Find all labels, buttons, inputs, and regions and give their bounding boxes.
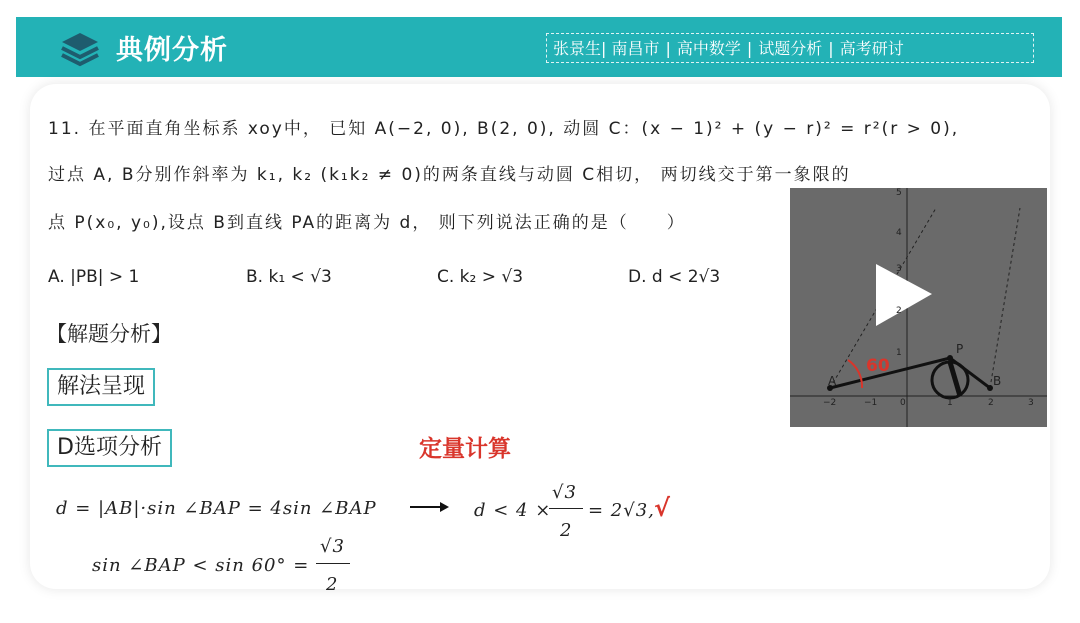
problem-line-3: 点 P(x₀, y₀),设点 B到直线 PA的距离为 d， 则下列说法正确的是（ ） — [48, 213, 686, 233]
x-tick: −1 — [864, 398, 878, 408]
option-b: B. k₁ < √3 — [246, 267, 332, 287]
x-tick: 0 — [900, 398, 906, 408]
header-bar — [16, 17, 1062, 77]
check-mark-icon: √ — [654, 494, 671, 522]
point-a-label: A — [828, 374, 837, 388]
y-tick: 1 — [896, 348, 902, 358]
x-tick: −2 — [823, 398, 837, 408]
option-d: D. d < 2√3 — [628, 267, 721, 287]
formula-sine: sin ∠BAP < sin 60° = — [92, 555, 310, 576]
formula-bound-right: = 2√3, — [588, 500, 655, 521]
video-player[interactable] — [790, 188, 1047, 427]
tag-subject: 高中数学 — [676, 39, 741, 58]
layers-icon — [60, 29, 100, 69]
formula-distance: d = |AB|·sin ∠BAP = 4sin ∠BAP — [56, 498, 377, 519]
author-tags: 张景生| 南昌市 | 高中数学 | 试题分析 | 高考研讨 — [546, 33, 1034, 63]
option-d-box: D选项分析 — [47, 429, 172, 467]
method-box: 解法呈现 — [47, 368, 155, 406]
y-tick: 3 — [896, 264, 902, 274]
fraction-denominator: 2 — [560, 520, 573, 541]
fraction2-numerator: √3 — [320, 536, 345, 557]
x-tick: 3 — [1028, 398, 1034, 408]
angle-label: 60 — [866, 356, 890, 376]
y-tick: 5 — [896, 188, 902, 198]
x-tick: 2 — [988, 398, 994, 408]
fraction2-bar — [316, 563, 350, 564]
fraction-bar — [549, 508, 583, 509]
tag-author: 张景生| 南昌市 — [553, 39, 660, 58]
fraction-numerator: √3 — [552, 482, 577, 503]
fraction2-denominator: 2 — [326, 574, 339, 595]
point-p-label: P — [956, 342, 964, 356]
tag-exam: 高考研讨 — [839, 39, 904, 58]
problem-line-2: 过点 A, B分别作斜率为 k₁, k₂ (k₁k₂ ≠ 0)的两条直线与动圆 C相切， 两切线交于第一象限的 — [48, 165, 851, 185]
point-b-label: B — [993, 374, 1002, 388]
x-tick: 1 — [947, 398, 953, 408]
play-icon[interactable] — [870, 258, 940, 332]
arrow-icon — [410, 500, 450, 514]
section-title: 【解题分析】 — [46, 322, 172, 346]
tag-type: 试题分析 — [758, 39, 823, 58]
quantitative-label: 定量计算 — [419, 436, 511, 462]
y-tick: 2 — [896, 306, 902, 316]
page-title: 典例分析 — [116, 35, 228, 66]
problem-line-1: 11. 在平面直角坐标系 xoy中， 已知 A(−2, 0), B(2, 0), 动圆 C：(x − 1)² + (y − r)² = r²(r > 0), — [48, 119, 960, 139]
y-tick: 4 — [896, 228, 902, 238]
formula-bound-left: d < 4 × — [474, 500, 552, 521]
option-c: C. k₂ > √3 — [437, 267, 524, 287]
option-a: A. |PB| > 1 — [48, 267, 140, 287]
